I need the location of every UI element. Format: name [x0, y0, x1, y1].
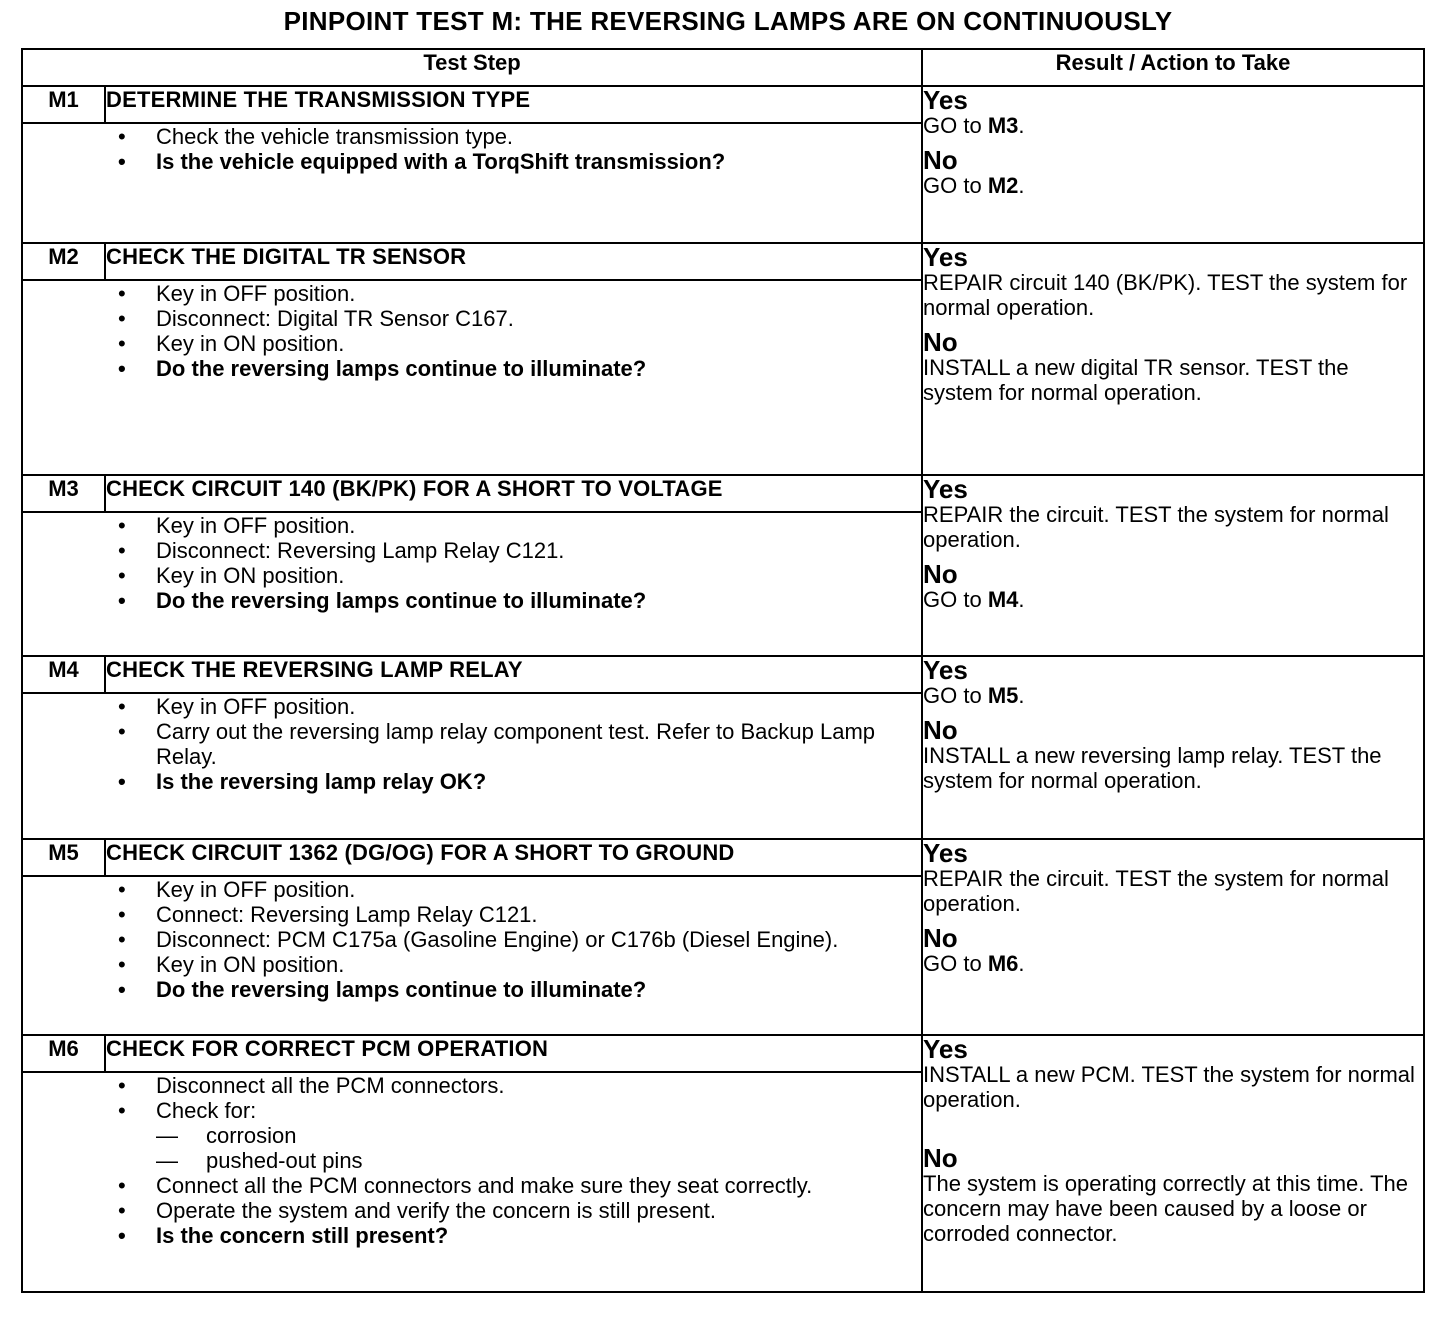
- yes-text: GO to: [923, 683, 988, 708]
- no-text: GO to: [923, 587, 988, 612]
- action-text: Disconnect: PCM C175a (Gasoline Engine) or C176b (Diesel Engine).: [156, 927, 839, 952]
- question-text: Is the vehicle equipped with a TorqShift transmission?: [156, 149, 726, 174]
- bullet-icon: •: [118, 902, 126, 927]
- step-title-row: [22, 243, 1424, 280]
- no-text: The system is operating correctly at this time. The concern may have been caused by a loose or corroded connector.: [923, 1171, 1409, 1246]
- list-item: [23, 1198, 921, 1223]
- bullet-icon: •: [118, 927, 126, 952]
- step-body: [22, 876, 922, 1035]
- yes-text: REPAIR the circuit. TEST the system for normal operation.: [923, 502, 1389, 552]
- step-id: M2: [22, 243, 105, 280]
- action-text: Disconnect: Digital TR Sensor C167.: [156, 306, 514, 331]
- step-id: M6: [22, 1035, 105, 1072]
- bullet-icon: •: [118, 769, 126, 794]
- bullet-icon: •: [118, 952, 126, 977]
- bullet-icon: •: [118, 1073, 126, 1098]
- question-text: Is the reversing lamp relay OK?: [156, 769, 487, 794]
- list-item: [23, 588, 921, 613]
- question-text: Do the reversing lamps continue to illuminate?: [156, 588, 647, 613]
- no-answer: [923, 717, 1423, 793]
- bullet-icon: •: [118, 356, 126, 381]
- list-item: [23, 356, 921, 381]
- yes-answer: [923, 840, 1423, 916]
- yes-text: REPAIR circuit 140 (BK/PK). TEST the system for normal operation.: [923, 270, 1408, 320]
- bullet-icon: •: [118, 877, 126, 902]
- bullet-icon: •: [118, 1223, 126, 1248]
- bullet-icon: •: [118, 1098, 126, 1123]
- no-answer: No GO to M6.: [923, 925, 1423, 976]
- no-step-ref: M6: [987, 951, 1019, 976]
- result-cell: [922, 475, 1424, 656]
- page-title: PINPOINT TEST M: THE REVERSING LAMPS ARE ON CONTINUOUSLY: [283, 6, 1173, 36]
- bullet-icon: •: [118, 538, 126, 563]
- no-text: GO to: [923, 951, 988, 976]
- list-item: [23, 281, 921, 306]
- bullet-icon: •: [118, 124, 126, 149]
- list-item: [23, 1123, 921, 1148]
- list-item: [23, 149, 921, 174]
- action-text: Key in OFF position.: [156, 281, 356, 306]
- table-header-row: [22, 49, 1424, 86]
- yes-text: GO to: [923, 113, 988, 138]
- list-item: [23, 563, 921, 588]
- step-id: M3: [22, 475, 105, 512]
- no-text: INSTALL a new digital TR sensor. TEST the system for normal operation.: [923, 355, 1349, 405]
- question-text: Do the reversing lamps continue to illuminate?: [156, 356, 647, 381]
- yes-label: Yes: [923, 85, 968, 115]
- action-text: Connect: Reversing Lamp Relay C121.: [156, 902, 538, 927]
- step-title-row: [22, 475, 1424, 512]
- yes-step-ref: M3: [987, 113, 1019, 138]
- no-label: No: [923, 145, 958, 175]
- action-text: Key in OFF position.: [156, 877, 356, 902]
- step-body: [22, 693, 922, 839]
- dash-icon: —: [156, 1123, 178, 1148]
- yes-step-ref: M5: [987, 683, 1019, 708]
- yes-label: Yes: [923, 655, 968, 685]
- step-body: [22, 280, 922, 475]
- step-title: CHECK FOR CORRECT PCM OPERATION: [105, 1035, 922, 1072]
- action-text: Key in ON position.: [156, 563, 345, 588]
- no-answer: [923, 329, 1423, 405]
- step-action-list: [23, 1073, 921, 1248]
- list-item: [23, 124, 921, 149]
- step-body: [22, 123, 922, 243]
- step-id: M4: [22, 656, 105, 693]
- bullet-icon: •: [118, 563, 126, 588]
- step-title: DETERMINE THE TRANSMISSION TYPE: [105, 86, 922, 123]
- step-title: CHECK CIRCUIT 140 (BK/PK) FOR A SHORT TO VOLTAGE: [105, 475, 922, 512]
- no-label: No: [923, 327, 958, 357]
- yes-label: Yes: [923, 474, 968, 504]
- step-title-row: [22, 839, 1424, 876]
- bullet-icon: •: [118, 281, 126, 306]
- step-body: [22, 512, 922, 656]
- bullet-icon: •: [118, 513, 126, 538]
- no-text: INSTALL a new reversing lamp relay. TEST the system for normal operation.: [923, 743, 1382, 793]
- bullet-icon: •: [118, 977, 126, 1002]
- action-text: Key in OFF position.: [156, 694, 356, 719]
- bullet-icon: •: [118, 331, 126, 356]
- list-item: [23, 902, 921, 927]
- result-cell: [922, 656, 1424, 839]
- yes-label: Yes: [923, 838, 968, 868]
- list-item: [23, 1173, 921, 1198]
- step-title: CHECK THE DIGITAL TR SENSOR: [105, 243, 922, 280]
- no-label: No: [923, 923, 958, 953]
- yes-answer: [923, 476, 1423, 552]
- list-item: [23, 952, 921, 977]
- yes-text: REPAIR the circuit. TEST the system for normal operation.: [923, 866, 1389, 916]
- step-action-list: [23, 124, 921, 174]
- bullet-icon: •: [118, 694, 126, 719]
- no-answer: No GO to M4.: [923, 561, 1423, 612]
- bullet-icon: •: [118, 1198, 126, 1223]
- step-body: [22, 1072, 922, 1292]
- dash-icon: —: [156, 1148, 178, 1173]
- bullet-icon: •: [118, 588, 126, 613]
- yes-answer: Yes GO to M5.: [923, 657, 1423, 708]
- step-id: M5: [22, 839, 105, 876]
- list-item: [23, 694, 921, 719]
- subitem-text: corrosion: [206, 1123, 297, 1148]
- yes-label: Yes: [923, 1034, 968, 1064]
- step-id: M1: [22, 86, 105, 123]
- list-item: [23, 1148, 921, 1173]
- bullet-icon: •: [118, 1173, 126, 1198]
- action-text: Key in ON position.: [156, 952, 345, 977]
- list-item: [23, 769, 921, 794]
- step-title-row: [22, 1035, 1424, 1072]
- step-title-row: [22, 656, 1424, 693]
- no-label: No: [923, 1143, 958, 1173]
- yes-label: Yes: [923, 242, 968, 272]
- no-label: No: [923, 715, 958, 745]
- list-item: [23, 1223, 921, 1248]
- no-text: GO to: [923, 173, 988, 198]
- action-text: Check for:: [156, 1098, 257, 1123]
- step-title: CHECK THE REVERSING LAMP RELAY: [105, 656, 922, 693]
- no-answer: No GO to M2.: [923, 147, 1423, 198]
- result-cell: [922, 839, 1424, 1035]
- action-text: Operate the system and verify the concern is still present.: [156, 1198, 717, 1223]
- pinpoint-test-table: [21, 48, 1425, 1293]
- step-action-list: [23, 694, 921, 794]
- list-item: [23, 538, 921, 563]
- action-text: Disconnect: Reversing Lamp Relay C121.: [156, 538, 565, 563]
- bullet-icon: •: [118, 149, 126, 174]
- no-answer: [923, 1145, 1423, 1246]
- action-text: Carry out the reversing lamp relay component test. Refer to Backup Lamp Relay.: [156, 719, 876, 769]
- no-label: No: [923, 559, 958, 589]
- action-text: Connect all the PCM connectors and make sure they seat correctly.: [156, 1173, 813, 1198]
- subitem-text: pushed-out pins: [206, 1148, 363, 1173]
- yes-answer: [923, 1036, 1423, 1112]
- result-cell: [922, 243, 1424, 475]
- list-item: [23, 977, 921, 1002]
- bullet-icon: •: [118, 306, 126, 331]
- header-result: Result / Action to Take: [922, 49, 1424, 86]
- bullet-icon: •: [118, 719, 126, 744]
- step-title: CHECK CIRCUIT 1362 (DG/OG) FOR A SHORT TO GROUND: [105, 839, 922, 876]
- list-item: [23, 877, 921, 902]
- step-action-list: [23, 877, 921, 1002]
- result-cell: [922, 86, 1424, 243]
- step-title-row: [22, 86, 1424, 123]
- question-text: Is the concern still present?: [156, 1223, 449, 1248]
- list-item: [23, 927, 921, 952]
- step-action-list: [23, 513, 921, 613]
- action-text: Disconnect all the PCM connectors.: [156, 1073, 505, 1098]
- list-item: [23, 1073, 921, 1098]
- action-text: Check the vehicle transmission type.: [156, 124, 514, 149]
- no-step-ref: M2: [987, 173, 1019, 198]
- yes-text: INSTALL a new PCM. TEST the system for normal operation.: [923, 1062, 1415, 1112]
- result-cell: [922, 1035, 1424, 1292]
- list-item: [23, 331, 921, 356]
- no-step-ref: M4: [987, 587, 1019, 612]
- step-action-list: [23, 281, 921, 381]
- header-test-step: Test Step: [22, 49, 922, 86]
- action-text: Key in ON position.: [156, 331, 345, 356]
- action-text: Key in OFF position.: [156, 513, 356, 538]
- list-item: [23, 719, 921, 769]
- list-item: [23, 1098, 921, 1123]
- list-item: [23, 306, 921, 331]
- yes-answer: [923, 244, 1423, 320]
- list-item: [23, 513, 921, 538]
- question-text: Do the reversing lamps continue to illuminate?: [156, 977, 647, 1002]
- yes-answer: Yes GO to M3.: [923, 87, 1423, 138]
